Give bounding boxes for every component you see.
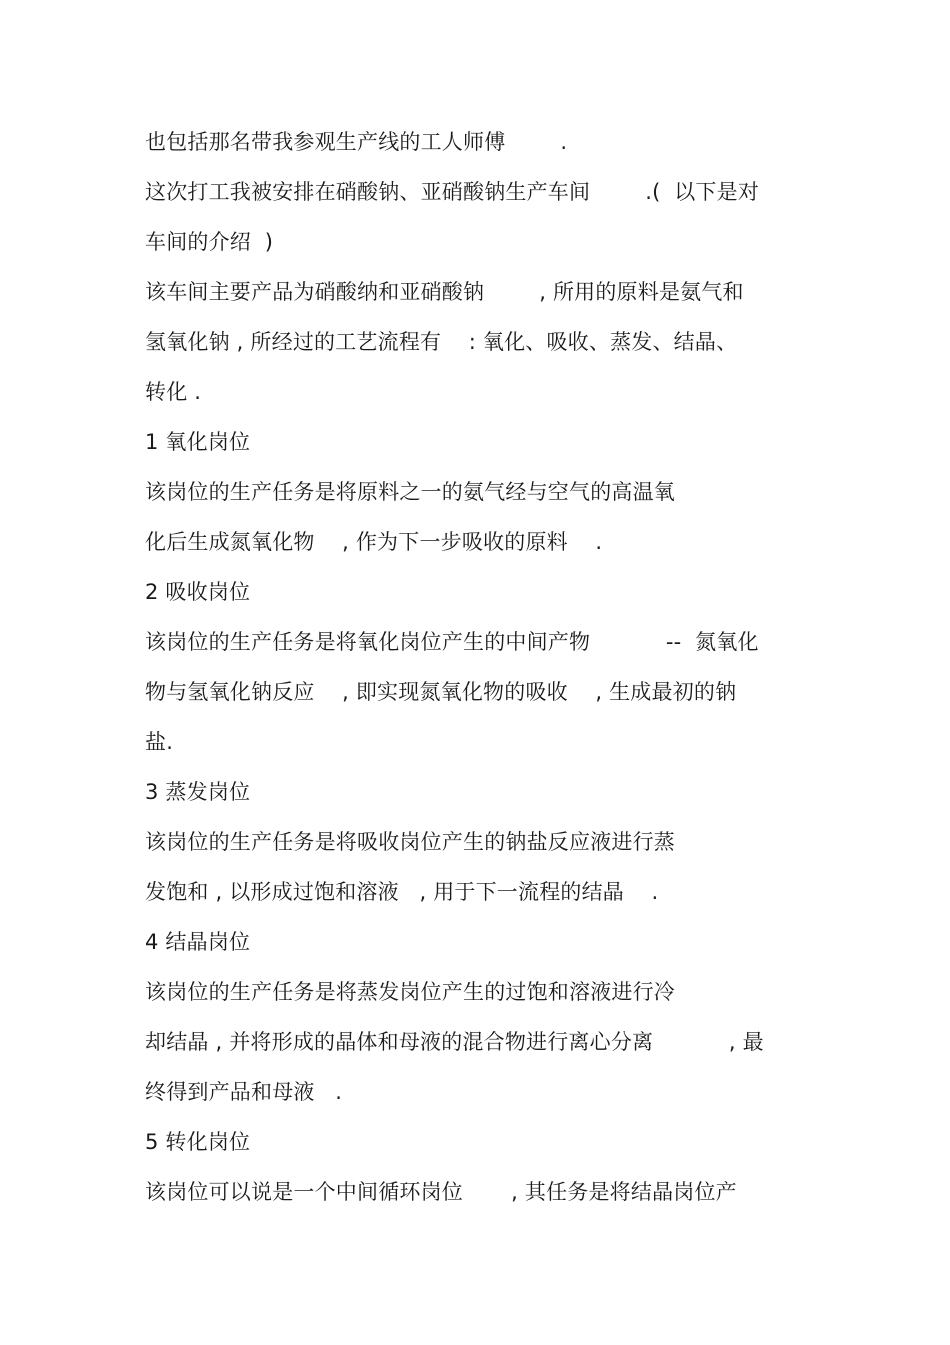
text-line: 终得到产品和母液 . bbox=[145, 1080, 343, 1104]
text-line: 该岗位的生产任务是将吸收岗位产生的钠盐反应液进行蒸 bbox=[145, 830, 675, 854]
text-line: 这次打工我被安排在硝酸钠、亚硝酸钠生产车间 .( 以下是对 bbox=[145, 180, 760, 204]
section-heading: 3 蒸发岗位 bbox=[145, 780, 251, 804]
text-line: 却结晶 , 并将形成的晶体和母液的混合物进行离心分离 , 最 bbox=[145, 1030, 764, 1054]
section-heading: 1 氧化岗位 bbox=[145, 430, 251, 454]
text-line: 盐. bbox=[145, 730, 174, 754]
text-line: 车间的介绍 ) bbox=[145, 230, 274, 254]
section-heading: 5 转化岗位 bbox=[145, 1130, 251, 1154]
text-line: 该岗位的生产任务是将原料之一的氨气经与空气的高温氧 bbox=[145, 480, 675, 504]
document-body bbox=[145, 122, 825, 1222]
text-line: 物与氢氧化钠反应 , 即实现氮氧化物的吸收 , 生成最初的钠 bbox=[145, 680, 737, 704]
text-line: 该车间主要产品为硝酸纳和亚硝酸钠 , 所用的原料是氨气和 bbox=[145, 280, 744, 304]
section-heading: 2 吸收岗位 bbox=[145, 580, 251, 604]
text-line: 该岗位的生产任务是将蒸发岗位产生的过饱和溶液进行冷 bbox=[145, 980, 675, 1004]
text-line: 氢氧化钠 , 所经过的工艺流程有 : 氧化、吸收、蒸发、结晶、 bbox=[145, 330, 738, 354]
section-heading: 4 结晶岗位 bbox=[145, 930, 251, 954]
text-line: 化后生成氮氧化物 , 作为下一步吸收的原料 . bbox=[145, 530, 603, 554]
text-line: 转化 . bbox=[145, 380, 202, 404]
text-line: 也包括那名带我参观生产线的工人师傅 . bbox=[145, 130, 568, 154]
text-line: 该岗位的生产任务是将氧化岗位产生的中间产物 -- 氮氧化 bbox=[145, 630, 759, 654]
text-line: 发饱和 , 以形成过饱和溶液 , 用于下一流程的结晶 . bbox=[145, 880, 659, 904]
text-line: 该岗位可以说是一个中间循环岗位 , 其任务是将结晶岗位产 bbox=[145, 1180, 737, 1204]
